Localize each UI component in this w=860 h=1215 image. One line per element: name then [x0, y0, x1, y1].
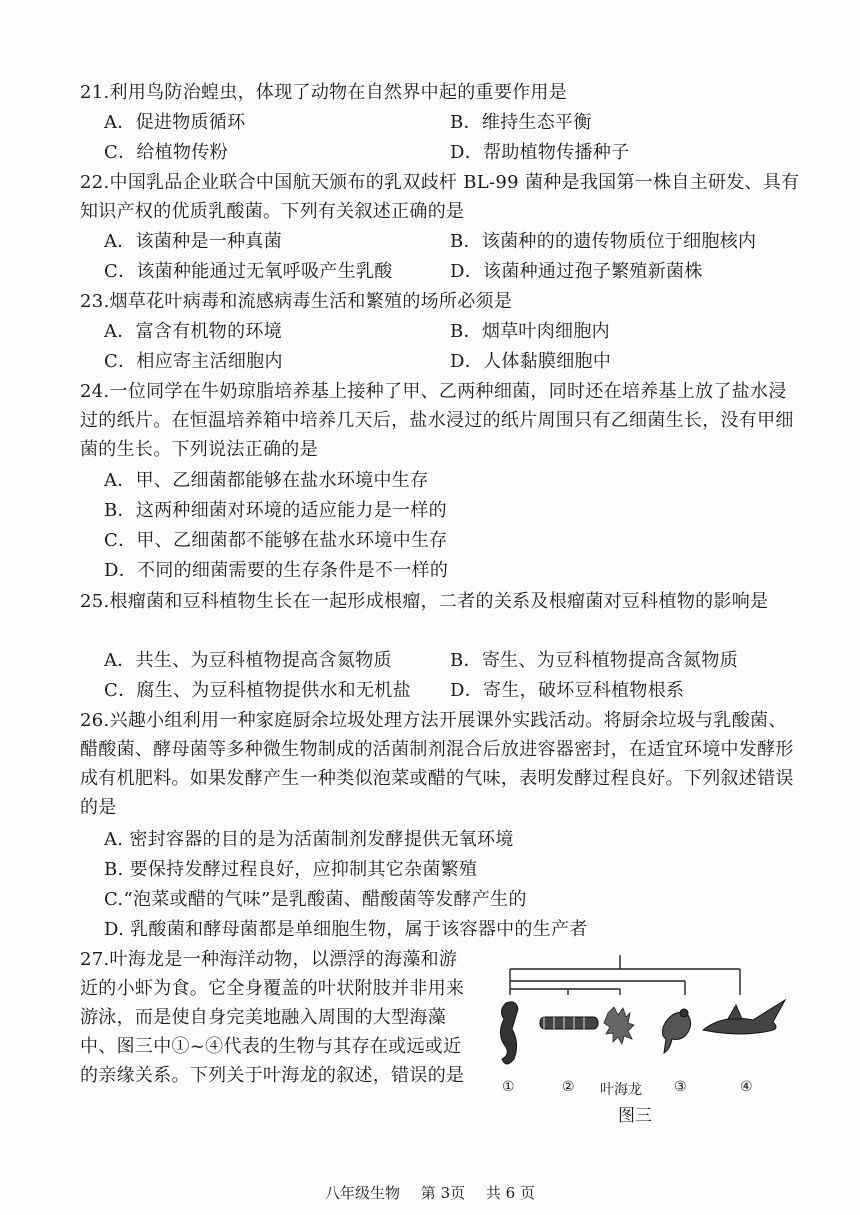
option-d: D. 乳酸菌和酵母菌都是单细胞生物，属于该容器中的生产者 [104, 919, 588, 940]
question-stem: 中国乳品企业联合中国航天颁布的乳双歧杆 BL-99 菌种是我国第一株自主研发、具有知识产权的优质乳酸菌。下列有关叙述正确的是 [80, 172, 800, 222]
footer-total-pages: 共 6 页 [485, 1184, 535, 1202]
question-stem: 烟草花叶病毒和流感病毒生活和繁殖的场所必须是 [109, 291, 513, 312]
question-stem: 一位同学在牛奶琼脂培养基上接种了甲、乙两种细菌，同时还在培养基上放了盐水浸过的纸片。在恒温培养箱中培养几天后，盐水浸过的纸片周围只有乙细菌生长，没有甲细菌的生长。下列说法正确的是 [80, 381, 794, 460]
option-d: D．不同的细菌需要的生存条件是不一样的 [104, 560, 449, 581]
option-b: B．该菌种的的遗传物质位于细胞核内 [450, 231, 757, 252]
option-d: D．寄生，破坏豆科植物根系 [450, 680, 685, 701]
figure-three [488, 955, 788, 1125]
question-number: 24. [80, 381, 110, 402]
figure-label-2: ② [562, 1079, 575, 1095]
question-26 [80, 706, 800, 822]
option-b: B．维持生态平衡 [450, 112, 592, 133]
pipefish-icon [540, 1017, 598, 1029]
option-a: A．该菌种是一种真菌 [104, 231, 282, 252]
seahorse-icon [500, 1002, 518, 1064]
question-stem: 叶海龙是一种海洋动物，以漂浮的海藻和游近的小虾为食。它全身覆盖的叶状附肢并非用来游泳，而是使自身完美地融入周围的大型海藻中、图三中①~④代表的生物与其存在或远或近的亲缘关系。下列关于叶海龙的叙述，错误的是 [80, 949, 465, 1086]
figure-label-4: ④ [740, 1079, 753, 1095]
option-a: A．甲、乙细菌都能够在盐水环境中生存 [104, 470, 429, 491]
bird-icon [662, 1009, 690, 1053]
question-number: 23. [80, 291, 110, 312]
figure-label-3: ③ [674, 1079, 687, 1095]
question-stem: 根瘤菌和豆科植物生长在一起形成根瘤，二者的关系及根瘤菌对豆科植物的影响是 [109, 591, 769, 612]
option-a: A．促进物质循环 [104, 112, 246, 133]
option-b: B．这两种细菌对环境的适应能力是一样的 [104, 500, 447, 521]
option-a: A．富含有机物的环境 [104, 321, 282, 342]
question-stem: 利用鸟防治蝗虫，体现了动物在自然界中起的重要作用是 [109, 82, 568, 103]
swordfish-icon [703, 1000, 785, 1034]
tree-branches [510, 955, 740, 995]
option-b: B．烟草叶肉细胞内 [450, 321, 610, 342]
option-c: C．给植物传粉 [104, 142, 228, 163]
option-c: C．甲、乙细菌都不能够在盐水环境中生存 [104, 530, 448, 551]
option-a: A．共生、为豆科植物提高含氮物质 [104, 650, 392, 671]
question-25 [80, 587, 800, 616]
question-number: 25. [80, 591, 110, 612]
question-23 [80, 287, 800, 316]
option-d: D．帮助植物传播种子 [450, 142, 630, 163]
question-number: 27. [80, 949, 110, 970]
leafy-seadragon-icon [604, 1007, 634, 1044]
question-number: 22. [80, 172, 110, 193]
question-number: 21. [80, 82, 110, 103]
option-a: A. 密封容器的目的是为活菌制剂发酵提供无氧环境 [104, 829, 514, 850]
option-b: B. 要保持发酵过程良好，应抑制其它杂菌繁殖 [104, 859, 478, 880]
option-b: B．寄生、为豆科植物提高含氮物质 [450, 650, 739, 671]
footer-page-number: 第 3页 [420, 1184, 466, 1202]
question-number: 26. [80, 710, 110, 731]
question-24 [80, 377, 800, 464]
question-21 [80, 78, 800, 107]
option-d: D．该菌种通过孢子繁殖新菌株 [450, 261, 703, 282]
option-c: C.“泡菜或醋的气味”是乳酸菌、醋酸菌等发酵产生的 [104, 889, 527, 910]
question-27 [80, 945, 475, 1090]
question-stem: 兴趣小组利用一种家庭厨余垃圾处理方法开展课外实践活动。将厨余垃圾与乳酸菌、醋酸菌、酵母菌等多种微生物制成的活菌制剂混合后放进容器密封，在适宜环境中发酵形成有机肥料。如果发酵产生一种类似泡菜或醋的气味，表明发酵过程良好。下列叙述错误的是 [80, 710, 794, 818]
page-footer [0, 1182, 860, 1203]
figure-caption: 图三 [618, 1106, 652, 1126]
figure-label-leafy-seadragon: 叶海龙 [600, 1082, 642, 1098]
question-22 [80, 168, 800, 226]
option-c: C．腐生、为豆科植物提供水和无机盐 [104, 680, 411, 701]
phylogenetic-tree [488, 955, 788, 1125]
option-c: C．该菌种能通过无氧呼吸产生乳酸 [104, 261, 393, 282]
option-c: C．相应寄主活细胞内 [104, 351, 283, 372]
option-d: D．人体黏膜细胞中 [450, 351, 612, 372]
figure-label-1: ① [502, 1079, 515, 1095]
footer-subject: 八年级生物 [325, 1184, 401, 1202]
